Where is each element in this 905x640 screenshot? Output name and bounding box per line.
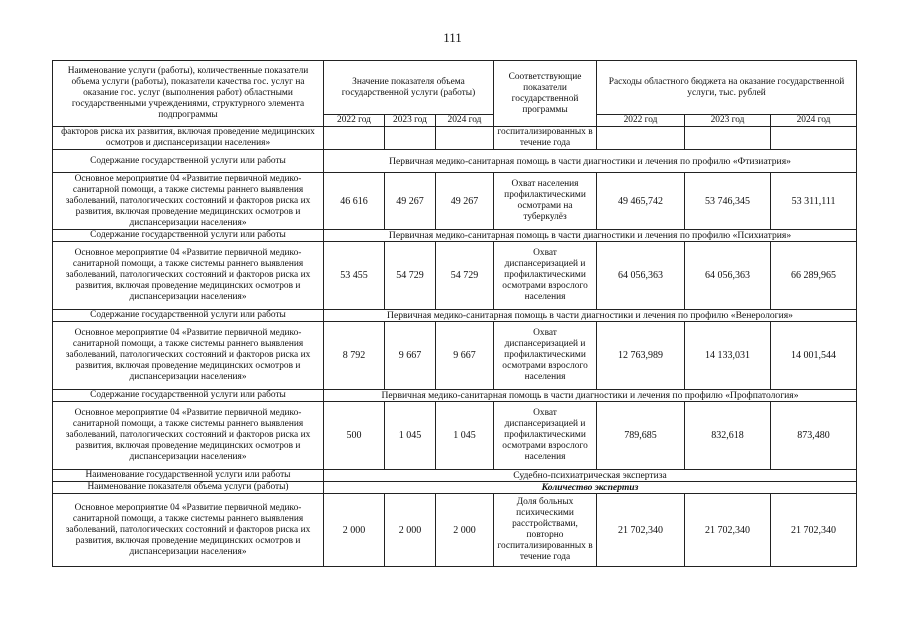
content-value: Первичная медико-санитарная помощь в части диагностики и лечения по профилю «Венерология» [324,310,857,322]
volume-cell: 2 000 [436,494,494,567]
volume-cell: 54 729 [436,242,494,310]
volume-cell: 53 455 [324,242,385,310]
budget-cell: 21 702,340 [771,494,857,567]
content-value: Первичная медико-санитарная помощь в части диагностики и лечения по профилю «Фтизиатрия» [324,150,857,173]
budget-cell: 789,685 [597,402,685,470]
measure-cell: Основное мероприятие 04 «Развитие первичной медико-санитарной помощи, а также системы раннего выявления заболеваний, патологических состояний и факторов риска их развития, включая проведение медицинских осмотров и диспансеризации населения» [53,173,324,230]
header-year: 2024 год [436,115,494,127]
service-indicator-row [53,482,857,494]
page-number: 111 [443,30,462,45]
volume-cell: 9 667 [385,322,436,390]
header-budget: Расходы областного бюджета на оказание государственной услуги, тыс. рублей [597,61,857,115]
content-value: Первичная медико-санитарная помощь в части диагностики и лечения по профилю «Психиатрия» [324,230,857,242]
indicator-cell: Доля больных психическими расстройствами, повторно госпитализированных в течение года [494,494,597,567]
measure-cell: Основное мероприятие 04 «Развитие первичной медико-санитарной помощи, а также системы раннего выявления заболеваний, патологических состояний и факторов риска их развития, включая проведение медицинских осмотров и диспансеризации населения» [53,402,324,470]
volume-cell: 1 045 [436,402,494,470]
content-row [53,390,857,402]
volume-cell: 500 [324,402,385,470]
volume-cell: 49 267 [436,173,494,230]
indicator-cell: госпитализированных в течение года [494,127,597,150]
volume-cell: 1 045 [385,402,436,470]
header-volume: Значение показателя объема государственной услуги (работы) [324,61,494,115]
budget-cell: 873,480 [771,402,857,470]
content-row [53,230,857,242]
budget-cell: 21 702,340 [685,494,771,567]
volume-cell: 49 267 [385,173,436,230]
indicator-cell: Охват диспансеризацией и профилактическими осмотрами взрослого населения [494,402,597,470]
table-row [53,242,857,310]
budget-cell: 53 311,111 [771,173,857,230]
content-label: Содержание государственной услуги или работы [53,150,324,173]
budget-cell: 66 289,965 [771,242,857,310]
service-name-row [53,470,857,482]
table-row [53,127,857,150]
budget-cell: 12 763,989 [597,322,685,390]
header-year: 2022 год [597,115,685,127]
header-year: 2023 год [685,115,771,127]
content-value: Первичная медико-санитарная помощь в части диагностики и лечения по профилю «Профпатология» [324,390,857,402]
budget-cell: 64 056,363 [597,242,685,310]
content-row [53,150,857,173]
content-label: Содержание государственной услуги или работы [53,390,324,402]
table-row [53,402,857,470]
measure-cell: Основное мероприятие 04 «Развитие первичной медико-санитарной помощи, а также системы раннего выявления заболеваний, патологических состояний и факторов риска их развития, включая проведение медицинских осмотров и диспансеризации населения» [53,322,324,390]
service-indicator-value: Количество экспертиз [324,482,857,494]
content-label: Содержание государственной услуги или работы [53,310,324,322]
content-row [53,310,857,322]
indicator-cell: Охват населения профилактическими осмотрами на туберкулёз [494,173,597,230]
service-name-label: Наименование государственной услуги или работы [53,470,324,482]
table-row [53,173,857,230]
volume-cell: 9 667 [436,322,494,390]
budget-cell: 14 001,544 [771,322,857,390]
measure-cell: факторов риска их развития, включая проведение медицинских осмотров и диспансеризации населения» [53,127,324,150]
budget-cell: 21 702,340 [597,494,685,567]
header-name: Наименование услуги (работы), количественные показатели объема услуги (работы), показатели качества гос. услуг на оказание гос. услуг (выполнения работ) областными государственными учреждениями, структурного элемента подпрограммы [53,61,324,127]
budget-cell: 53 746,345 [685,173,771,230]
content-label: Содержание государственной услуги или работы [53,230,324,242]
service-name-value: Судебно-психиатрическая экспертиза [324,470,857,482]
service-indicator-label: Наименование показателя объема услуги (работы) [53,482,324,494]
volume-cell: 46 616 [324,173,385,230]
table-row [53,494,857,567]
indicator-cell: Охват диспансеризацией и профилактическими осмотрами взрослого населения [494,242,597,310]
header-year: 2022 год [324,115,385,127]
measure-cell: Основное мероприятие 04 «Развитие первичной медико-санитарной помощи, а также системы раннего выявления заболеваний, патологических состояний и факторов риска их развития, включая проведение медицинских осмотров и диспансеризации населения» [53,242,324,310]
measure-cell: Основное мероприятие 04 «Развитие первичной медико-санитарной помощи, а также системы раннего выявления заболеваний, патологических состояний и факторов риска их развития, включая проведение медицинских осмотров и диспансеризации населения» [53,494,324,567]
volume-cell: 2 000 [385,494,436,567]
budget-cell: 832,618 [685,402,771,470]
volume-cell: 54 729 [385,242,436,310]
indicator-cell: Охват диспансеризацией и профилактическими осмотрами взрослого населения [494,322,597,390]
header-year: 2023 год [385,115,436,127]
budget-cell: 14 133,031 [685,322,771,390]
header-program: Соответствующие показатели государственной программы [494,61,597,127]
budget-cell: 49 465,742 [597,173,685,230]
budget-cell: 64 056,363 [685,242,771,310]
header-year: 2024 год [771,115,857,127]
volume-cell: 8 792 [324,322,385,390]
volume-cell: 2 000 [324,494,385,567]
header-row [53,61,857,115]
table-row [53,322,857,390]
budget-table [52,60,857,567]
